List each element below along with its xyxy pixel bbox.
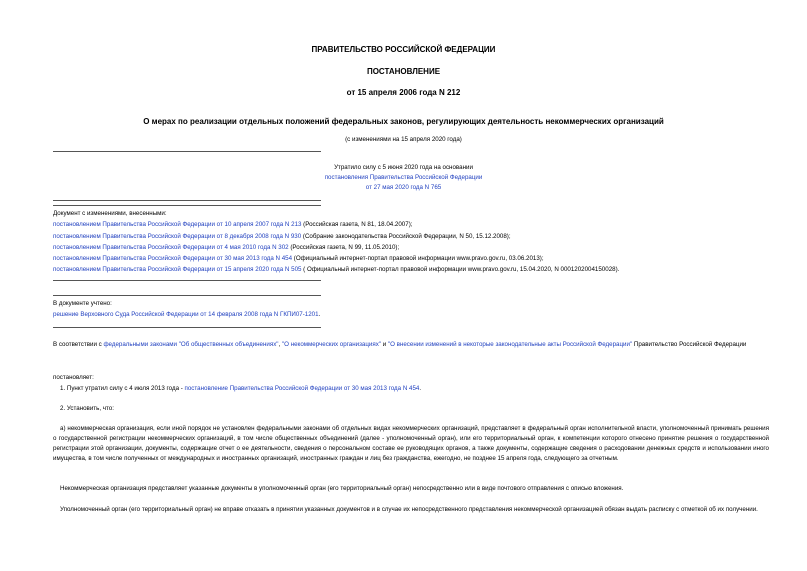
preamble-text: и [381, 341, 388, 348]
document-date-number: от 15 апреля 2006 года N 212 [346, 88, 461, 97]
amendment-item [53, 221, 412, 229]
considered-tail: . [318, 311, 321, 318]
item-1-tail: . [419, 385, 422, 392]
amendment-link[interactable]: постановлением Правительства Российской Федерации от 10 апреля 2007 года N 213 [53, 221, 302, 228]
considered-item [53, 311, 320, 319]
preamble [53, 340, 769, 350]
amendment-source: (Официальный интернет-портал правовой информации www.pravo.gov.ru, 03.06.2013); [292, 255, 544, 262]
document-title: О мерах по реализации отдельных положений федеральных законов, регулирующих деятельность некоммерческих организаций [143, 117, 664, 126]
amendment-source: (Российская газета, N 81, 18.04.2007); [301, 221, 413, 228]
amendment-item [53, 244, 399, 252]
paragraph-b: Некоммерческая организация представляет указанные документы в уполномоченный орган (его территориальный орган) непосредственно или в виде почтового отправления с описью вложения. [60, 485, 624, 492]
considered-intro: В документе учтено: [53, 300, 112, 307]
amendment-source: (Собрание законодательства Российской Федерации, N 50, 15.12.2008); [301, 233, 511, 240]
preamble-text: В соответствии с [53, 341, 104, 348]
item-1 [60, 385, 421, 393]
amendment-link[interactable]: постановлением Правительства Российской Федерации от 15 апреля 2020 года N 505 [53, 266, 302, 273]
amendment-item [53, 255, 544, 263]
amendment-item [53, 266, 619, 274]
resolves-label: постановляет: [53, 374, 94, 381]
paragraph-c: Уполномоченный орган (его территориальный орган) не вправе отказать в принятии указанных документов и в случае их непосредственного представления некоммерческой организацией обязан выдать расписку с отметкой об их получении. [60, 506, 758, 513]
document-type: ПОСТАНОВЛЕНИЕ [366, 67, 441, 76]
divider [53, 327, 321, 328]
divider [53, 280, 321, 281]
court-decision-link[interactable]: решение Верховного Суда Российской Федерации от 14 февраля 2008 года N ГКПИ07-1201 [53, 311, 319, 318]
amendment-source: (Российская газета, N 99, 11.05.2010); [288, 244, 400, 251]
edition-note: (с изменениями на 15 апреля 2020 года) [345, 136, 462, 143]
law-link[interactable]: федеральными законами "Об общественных объединениях" [103, 341, 279, 348]
expired-link[interactable]: постановления Правительства Российской Федерации [324, 174, 483, 181]
divider [53, 200, 321, 201]
amendment-link[interactable]: постановлением Правительства Российской Федерации от 8 декабря 2008 года N 930 [53, 233, 302, 240]
preamble-text: Правительство Российской Федерации [632, 341, 747, 348]
divider [53, 151, 321, 152]
item-1-link[interactable]: постановление Правительства Российской Федерации от 30 мая 2013 года N 454 [184, 385, 420, 392]
paragraph-a: а) некоммерческая организация, если иной порядок не установлен федеральными законами об отдельных видах некоммерческих организаций, представляет в федеральный орган исполнительной власти, уполномоченный принимать решения о государственной регистрации некоммерческих организаций, в том числе общественных объединений (далее - уполномоченный орган), или его территориальный орган, к компетенции которого отнесено принятие решения о государственной регистрации этой организации, документы, содержащие отчет о ее деятельности, сведения о персональном составе ее руководящих органов, а также документы, содержащие сведения о расходовании денежных средств и использовании иного имущества, в том числе полученных от международных и иностранных организаций, иностранных граждан и лиц без гражданства, ежегодно, не позднее 15 апреля года, следующего за отчетным. [53, 425, 769, 462]
amendment-link[interactable]: постановлением Правительства Российской Федерации от 4 мая 2010 года N 302 [53, 244, 289, 251]
divider [53, 295, 321, 296]
preamble-text: , [278, 341, 282, 348]
amendments-intro: Документ с изменениями, внесенными: [53, 210, 167, 217]
expired-note: Утратило силу с 5 июня 2020 года на основании [334, 164, 473, 171]
amendment-source: ( Официальный интернет-портал правовой информации www.pravo.gov.ru, 15.04.2020, N 0001202004150028). [301, 266, 620, 273]
item-2: 2. Установить, что: [60, 405, 114, 412]
amendment-link[interactable]: постановлением Правительства Российской Федерации от 30 мая 2013 года N 454 [53, 255, 293, 262]
item-1-text: 1. Пункт утратил силу с 4 июля 2013 года - [60, 385, 185, 392]
expired-link-date[interactable]: от 27 мая 2020 года N 765 [365, 184, 442, 191]
government-heading: ПРАВИТЕЛЬСТВО РОССИЙСКОЙ ФЕДЕРАЦИИ [311, 45, 496, 54]
law-link[interactable]: "О внесении изменений в некоторые законодательные акты Российской Федерации" [387, 341, 633, 348]
law-link[interactable]: "О некоммерческих организациях" [281, 341, 381, 348]
amendment-item [53, 233, 511, 241]
divider [53, 205, 321, 206]
